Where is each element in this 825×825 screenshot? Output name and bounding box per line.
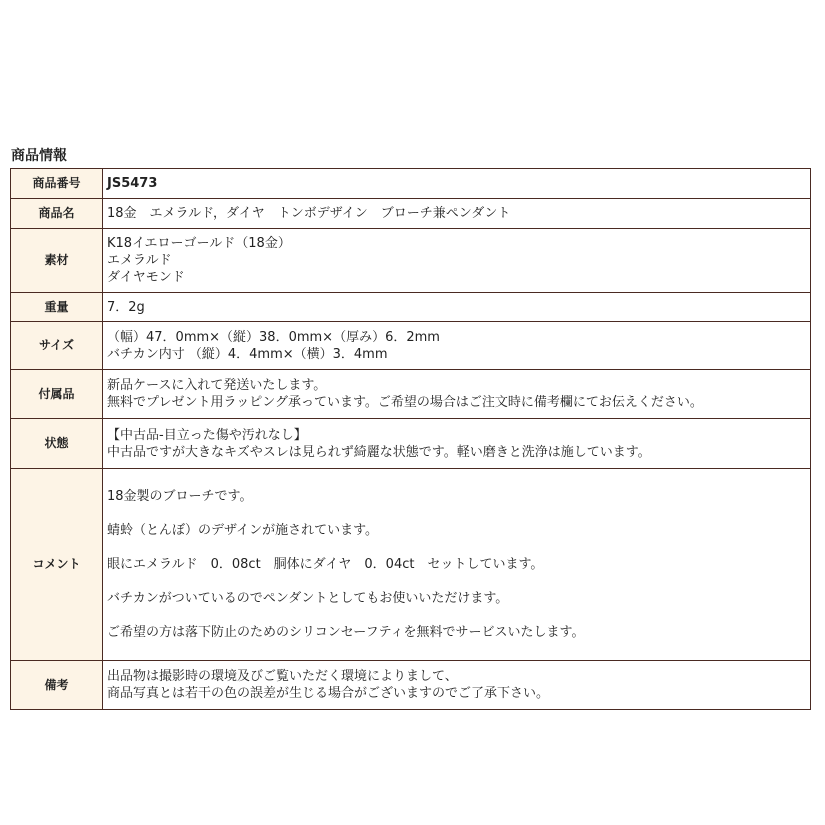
row-label: 付属品 — [11, 370, 103, 419]
value-line: 18金製のブローチです。 — [107, 489, 253, 504]
row-value — [103, 293, 811, 322]
row-value — [103, 322, 811, 370]
row-label: サイズ — [11, 322, 103, 370]
value-line: 商品写真とは若干の色の誤差が生じる場合がございますのでご了承下さい。 — [107, 686, 550, 701]
row-value — [103, 661, 811, 710]
row-value — [103, 199, 811, 229]
value-line: バチカン内寸 （縦）4．4mm×（横）3．4mm — [107, 346, 388, 362]
table-row — [11, 661, 811, 710]
row-value — [103, 169, 811, 199]
table-row — [11, 370, 811, 419]
value-line: ご希望の方は落下防止のためのシリコンセーフティを無料でサービスいたします。 — [107, 625, 585, 640]
row-value — [103, 469, 811, 661]
value-line: 出品物は撮影時の環境及びご覧いただく環境によりまして、 — [107, 669, 458, 684]
table-row — [11, 419, 811, 469]
table-row — [11, 469, 811, 661]
row-label: 商品番号 — [11, 169, 103, 199]
value-line: K18イエローゴールド（18金） — [107, 236, 291, 251]
value-line: 蜻蛉（とんぼ）のデザインが施されています。 — [107, 523, 379, 538]
product-info-table — [10, 168, 811, 710]
value-line: 新品ケースに入れて発送いたします。 — [107, 378, 327, 393]
value-line: バチカンがついているのでペンダントとしてもお使いいただけます。 — [107, 591, 509, 606]
value-line: 【中古品-目立った傷や汚れなし】 — [107, 427, 307, 443]
row-label: 状態 — [11, 419, 103, 469]
section-title: 商品情報 — [11, 148, 67, 164]
value-line: エメラルド — [107, 253, 172, 268]
value-line: 7．2g — [107, 299, 145, 315]
row-label: 重量 — [11, 293, 103, 322]
row-value — [103, 229, 811, 293]
value-line: JS5473 — [107, 176, 158, 191]
row-value — [103, 419, 811, 469]
row-label: 商品名 — [11, 199, 103, 229]
row-label: 素材 — [11, 229, 103, 293]
row-label: 備考 — [11, 661, 103, 710]
value-line: 眼にエメラルド 0．08ct 胴体にダイヤ 0．04ct セットしています。 — [107, 557, 544, 572]
row-label: コメント — [11, 469, 103, 661]
table-row — [11, 293, 811, 322]
table-row — [11, 322, 811, 370]
value-line: 中古品ですが大きなキズやスレは見られず綺麗な状態です。軽い磨きと洗浄は施しています。 — [107, 444, 651, 460]
value-line: 無料でプレゼント用ラッピング承っています。ご希望の場合はご注文時に備考欄にてお伝えください。 — [107, 395, 703, 410]
row-value — [103, 370, 811, 419]
table-row — [11, 229, 811, 293]
value-line: 18金 エメラルド，ダイヤ トンボデザイン ブローチ兼ペンダント — [107, 206, 511, 221]
value-line: （幅）47．0mm×（縦）38．0mm×（厚み）6．2mm — [107, 329, 440, 345]
value-line: ダイヤモンド — [107, 270, 185, 285]
table-row — [11, 169, 811, 199]
table-row — [11, 199, 811, 229]
